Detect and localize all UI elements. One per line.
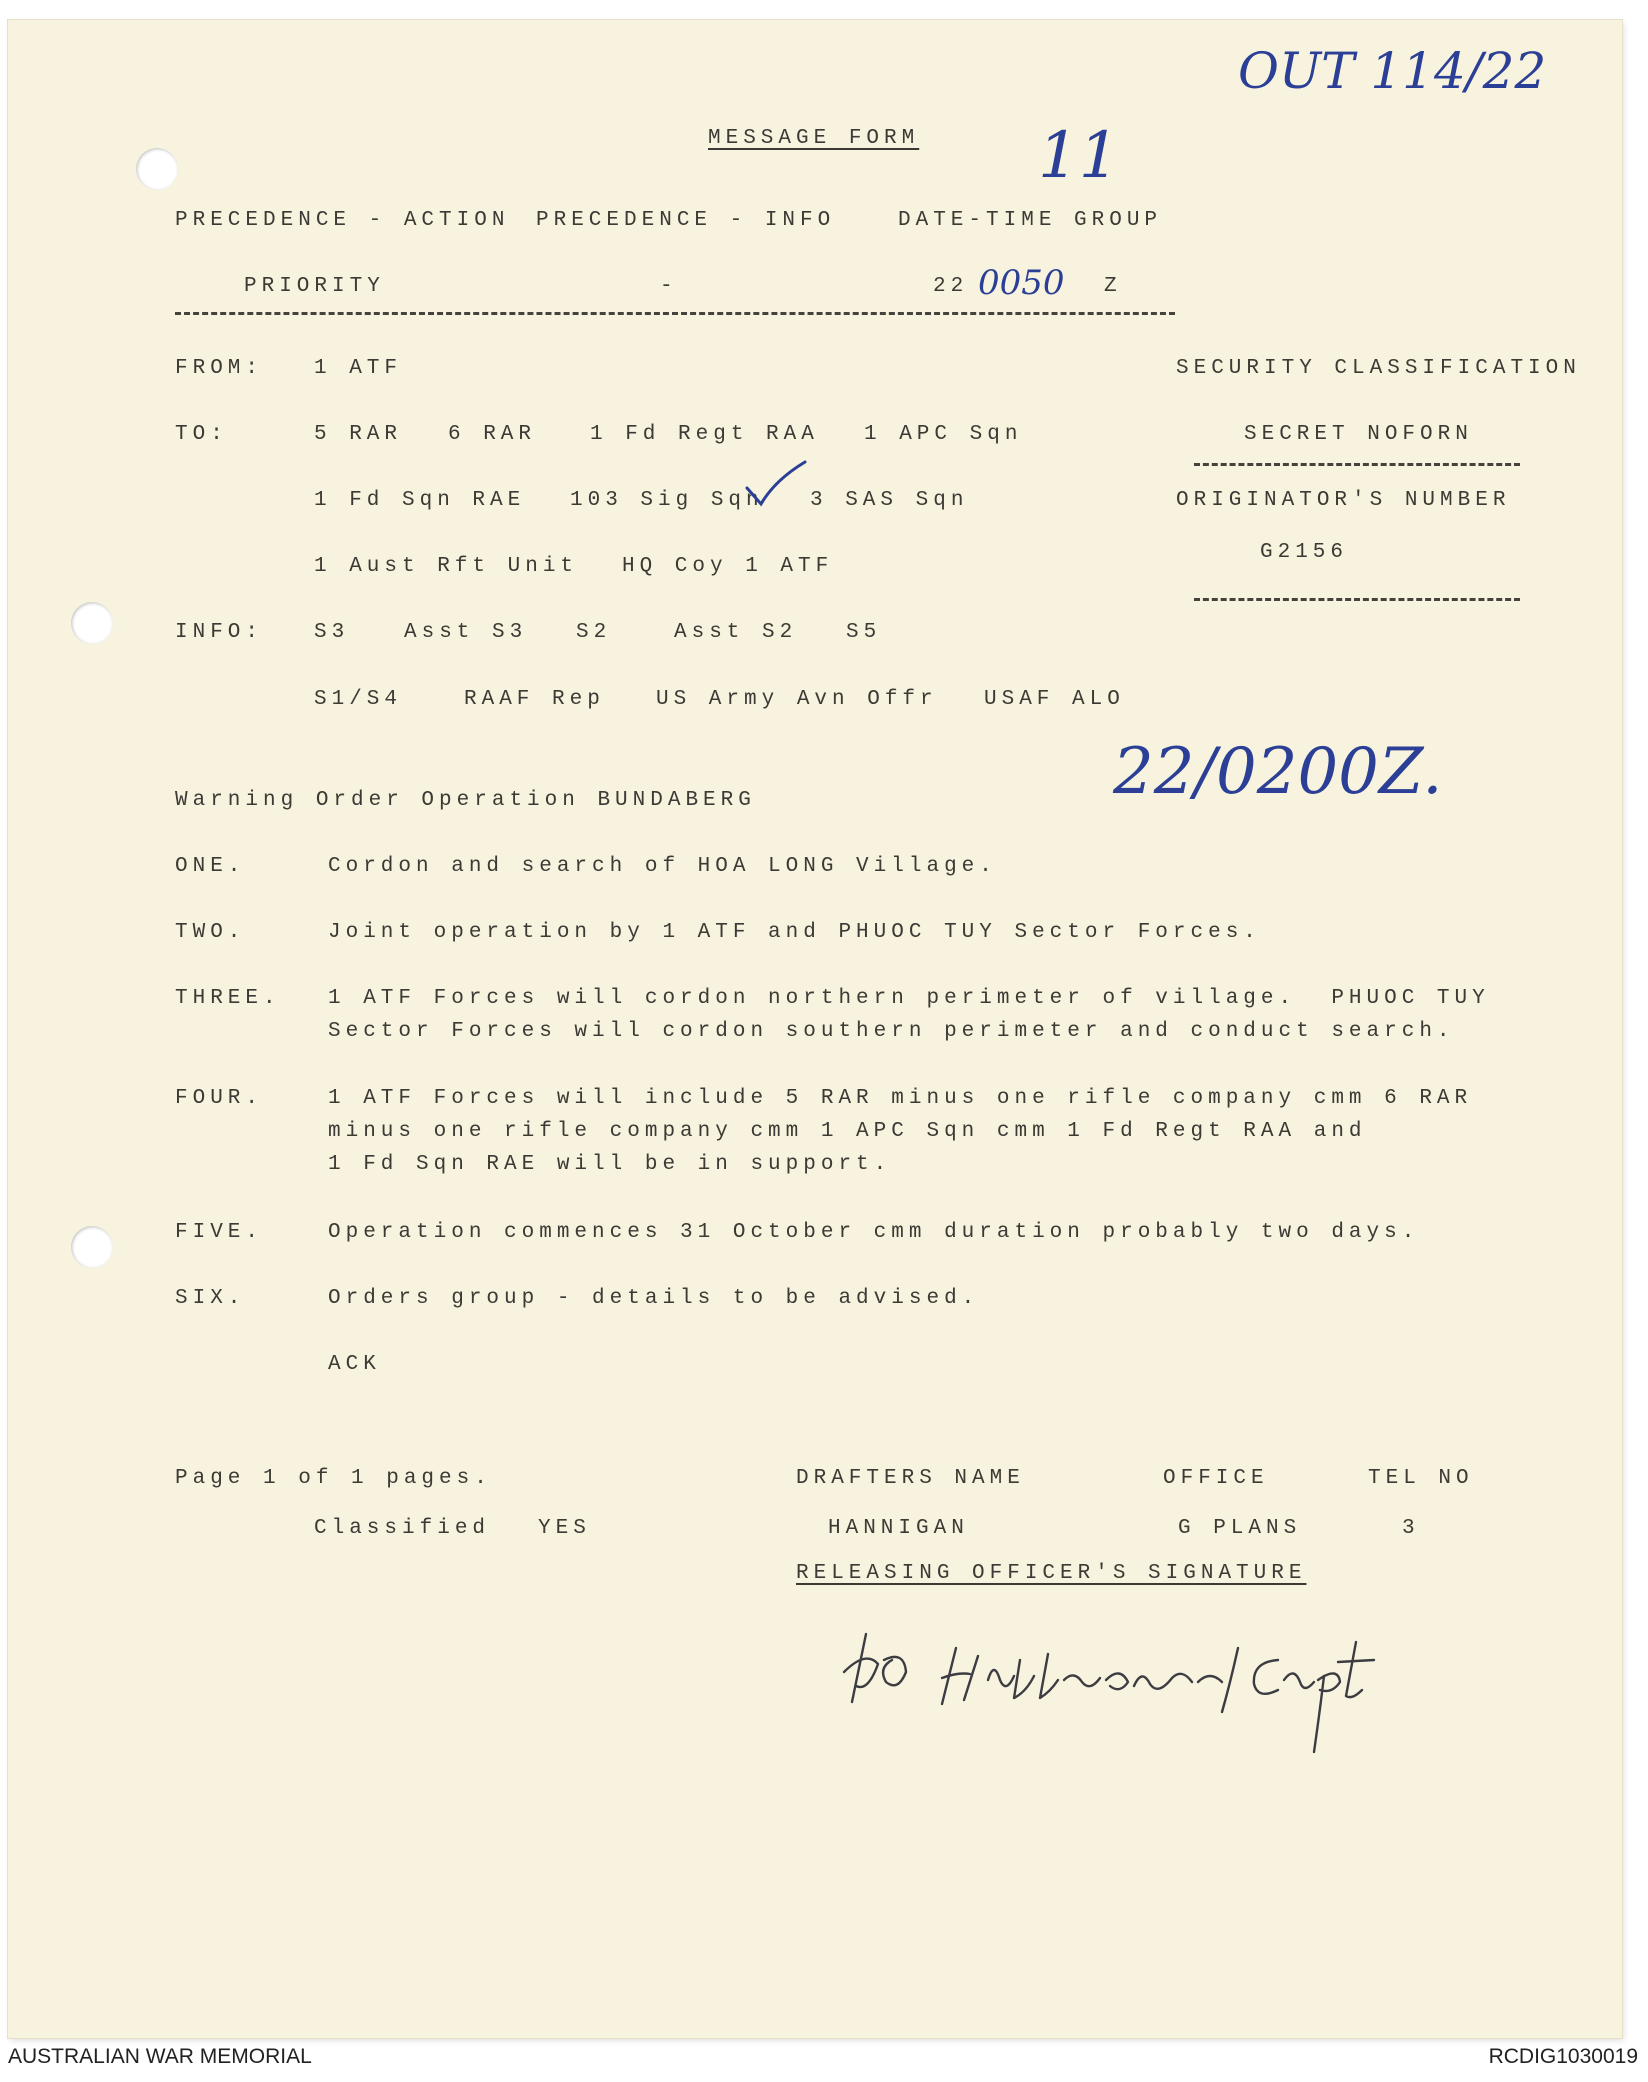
paragraph-line: Sector Forces will cordon southern perimeter and conduct search.	[328, 1020, 1455, 1043]
punch-hole-middle	[71, 602, 113, 644]
paragraph-line: Orders group - details to be advised.	[328, 1287, 980, 1310]
info-addressee: S5	[846, 621, 882, 644]
originator-number-value: G2156	[1260, 541, 1349, 564]
to-addressee: 5 RAR	[314, 423, 403, 446]
info-addressee: S2	[576, 621, 612, 644]
office-label: OFFICE	[1163, 1467, 1269, 1490]
paragraph-number: FIVE.	[175, 1221, 264, 1244]
info-addressee: US Army Avn Offr	[656, 688, 938, 711]
paragraph-number: THREE.	[175, 987, 281, 1010]
paragraph-line: 1 ATF Forces will cordon northern perimeter of village. PHUOC TUY	[328, 987, 1490, 1010]
to-addressee: 1 Fd Regt RAA	[590, 423, 819, 446]
archive-reference: RCDIG1030019	[1488, 2045, 1638, 2068]
tel-no-value: 3	[1402, 1517, 1420, 1540]
date-time-group-label: DATE-TIME GROUP	[898, 209, 1163, 232]
paragraph-line: Joint operation by 1 ATF and PHUOC TUY Sector Forces.	[328, 921, 1261, 944]
security-divider-top	[1194, 463, 1520, 466]
drafters-name-label: DRAFTERS NAME	[796, 1467, 1025, 1490]
security-divider-bottom	[1194, 598, 1520, 601]
handwritten-signature	[838, 1620, 1398, 1760]
paragraph-line: 1 Fd Sqn RAE will be in support.	[328, 1153, 892, 1176]
precedence-action-label: PRECEDENCE - ACTION	[175, 209, 510, 232]
tel-no-label: TEL NO	[1368, 1467, 1474, 1490]
drafters-name-value: HANNIGAN	[828, 1517, 969, 1540]
to-addressee: HQ Coy 1 ATF	[622, 555, 834, 578]
header-divider	[175, 312, 1175, 315]
security-classification-label: SECURITY CLASSIFICATION	[1176, 357, 1581, 380]
info-addressee: S1/S4	[314, 688, 403, 711]
paragraph-line: Operation commences 31 October cmm duration probably two days.	[328, 1221, 1420, 1244]
to-addressee: 1 APC Sqn	[864, 423, 1023, 446]
info-addressee: Asst S3	[404, 621, 528, 644]
handwritten-time: 22/0200Z.	[1113, 735, 1443, 809]
classified-value: YES	[538, 1517, 591, 1540]
paragraph-number: TWO.	[175, 921, 246, 944]
paragraph-number: SIX.	[175, 1287, 246, 1310]
precedence-action-value: PRIORITY	[244, 275, 385, 298]
punch-hole-bottom	[71, 1226, 113, 1268]
to-addressee: 103 Sig Sqn	[570, 489, 764, 512]
info-addressee: S3	[314, 621, 350, 644]
form-title: MESSAGE FORM	[708, 127, 920, 150]
to-addressee: 6 RAR	[448, 423, 537, 446]
message-heading: Warning Order Operation BUNDABERG	[175, 789, 756, 812]
releasing-officer-signature-label: RELEASING OFFICER'S SIGNATURE	[796, 1562, 1307, 1585]
message-form-sheet	[8, 20, 1622, 2038]
dtg-suffix: Z	[1104, 275, 1122, 298]
acknowledge-text: ACK	[328, 1353, 381, 1376]
office-value: G PLANS	[1178, 1517, 1302, 1540]
page-count: Page 1 of 1 pages.	[175, 1467, 492, 1490]
dtg-handwritten-time: 0050	[978, 263, 1065, 303]
precedence-info-value: -	[660, 275, 678, 298]
handwritten-mark: 11	[1038, 119, 1120, 193]
originator-number-label: ORIGINATOR'S NUMBER	[1176, 489, 1511, 512]
handwritten-file-ref: OUT 114/22	[1238, 42, 1547, 100]
to-addressee: 1 Fd Sqn RAE	[314, 489, 526, 512]
paragraph-number: ONE.	[175, 855, 246, 878]
info-addressee: Asst S2	[674, 621, 798, 644]
paragraph-line: 1 ATF Forces will include 5 RAR minus one rifle company cmm 6 RAR	[328, 1087, 1473, 1110]
to-label: TO:	[175, 423, 228, 446]
security-classification-value: SECRET NOFORN	[1244, 423, 1473, 446]
paragraph-number: FOUR.	[175, 1087, 264, 1110]
from-value: 1 ATF	[314, 357, 403, 380]
to-addressee: 1 Aust Rft Unit	[314, 555, 579, 578]
dtg-prefix: 22	[933, 275, 969, 298]
checkmark-icon	[743, 458, 809, 510]
classified-label: Classified	[314, 1517, 491, 1540]
info-addressee: USAF ALO	[984, 688, 1125, 711]
precedence-info-label: PRECEDENCE - INFO	[536, 209, 836, 232]
paragraph-line: minus one rifle company cmm 1 APC Sqn cmm 1 Fd Regt RAA and	[328, 1120, 1367, 1143]
info-label: INFO:	[175, 621, 264, 644]
from-label: FROM:	[175, 357, 264, 380]
paragraph-line: Cordon and search of HOA LONG Village.	[328, 855, 997, 878]
punch-hole-top	[136, 148, 178, 190]
archive-credit: AUSTRALIAN WAR MEMORIAL	[8, 2045, 312, 2068]
to-addressee: 3 SAS Sqn	[810, 489, 969, 512]
info-addressee: RAAF Rep	[464, 688, 605, 711]
